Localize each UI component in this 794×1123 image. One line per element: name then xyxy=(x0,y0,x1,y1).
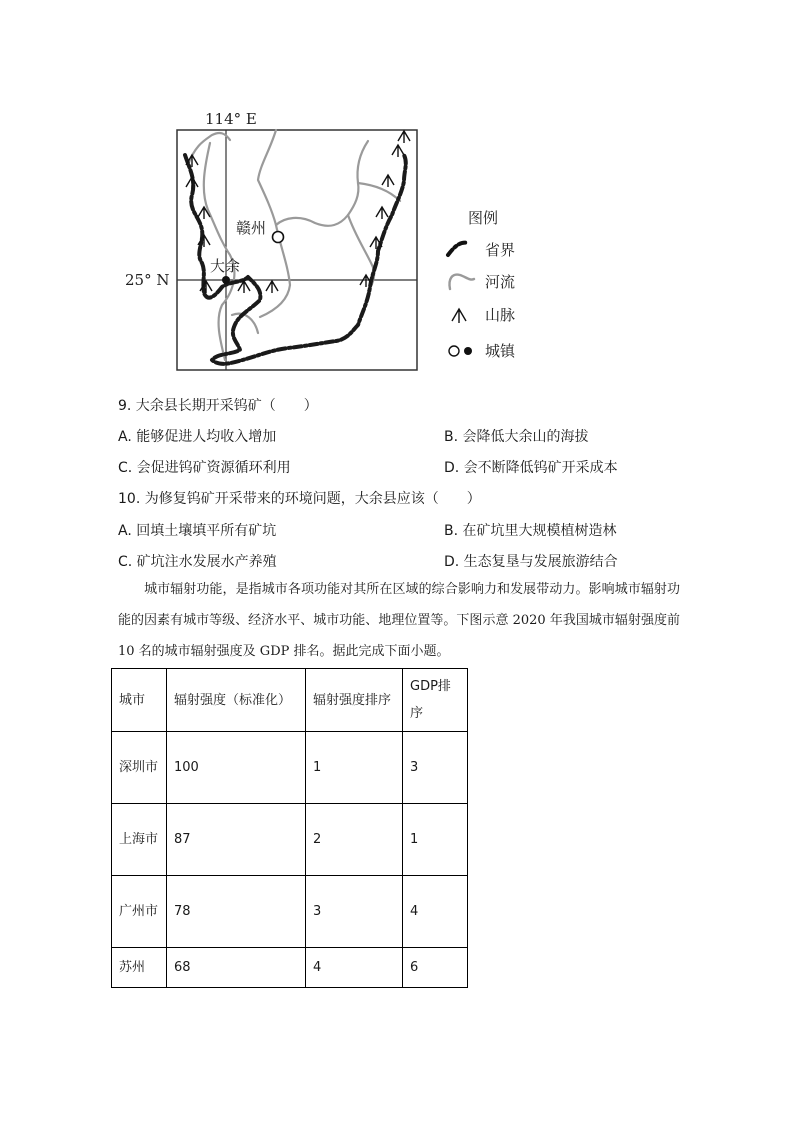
dayu-city-marker xyxy=(222,276,230,284)
table-header-row xyxy=(112,669,468,732)
legend-label-boundary: 省界 xyxy=(485,241,516,259)
province-boundary-icon xyxy=(448,243,468,255)
q9-stem: 9. 大余县长期开采钨矿（ ） xyxy=(118,398,318,414)
q10-option-c[interactable]: C. 矿坑注水发展水产养殖 xyxy=(118,554,277,570)
cell-city: 上海市 xyxy=(112,804,167,876)
legend-label-mountain: 山脉 xyxy=(485,306,516,324)
cell-intensity: 68 xyxy=(167,948,306,988)
header-radiation-intensity: 辐射强度（标准化） xyxy=(167,669,306,732)
header-gdp-rank: GDP排序 xyxy=(403,669,468,732)
q10-option-d[interactable]: D. 生态复垦与发展旅游结合 xyxy=(444,554,618,570)
q9-option-c[interactable]: C. 会促进钨矿资源循环利用 xyxy=(118,460,291,476)
header-radiation-rank: 辐射强度排序 xyxy=(306,669,403,732)
town-icon xyxy=(449,346,472,356)
legend-label-town: 城镇 xyxy=(485,342,516,360)
cell-intensity: 78 xyxy=(167,876,306,948)
cell-radiation-rank: 2 xyxy=(306,804,403,876)
header-city: 城市 xyxy=(112,669,167,732)
q9-option-b[interactable]: B. 会降低大余山的海拔 xyxy=(444,429,589,445)
q10-option-b[interactable]: B. 在矿坑里大规模植树造林 xyxy=(444,523,617,539)
passage-text xyxy=(118,574,680,667)
map-legend xyxy=(448,209,516,360)
cell-intensity: 87 xyxy=(167,804,306,876)
q10-option-a[interactable]: A. 回填土壤填平所有矿坑 xyxy=(118,523,277,539)
q10-stem: 10. 为修复钨矿开采带来的环境问题，大余县应该（ ） xyxy=(118,491,481,507)
q9-option-d[interactable]: D. 会不断降低钨矿开采成本 xyxy=(444,460,618,476)
cell-gdp-rank: 4 xyxy=(403,876,468,948)
legend-label-river: 河流 xyxy=(485,273,516,291)
lat-label: 25° N xyxy=(125,271,170,289)
dayu-label: 大余 xyxy=(210,257,241,275)
rivers xyxy=(188,130,400,360)
table-row xyxy=(112,804,468,876)
cell-gdp-rank: 3 xyxy=(403,732,468,804)
q9-option-a[interactable]: A. 能够促进人均收入增加 xyxy=(118,429,277,445)
legend-title: 图例 xyxy=(468,209,499,227)
table-row xyxy=(112,732,468,804)
ganzhou-city-marker xyxy=(273,232,284,243)
cell-city: 广州市 xyxy=(112,876,167,948)
cell-radiation-rank: 3 xyxy=(306,876,403,948)
lon-label: 114° E xyxy=(205,110,257,128)
cell-gdp-rank: 6 xyxy=(403,948,468,988)
passage-body: 城市辐射功能，是指城市各项功能对其所在区域的综合影响力和发展带动力。影响城市辐射功能的因素有城市等级、经济水平、城市功能、地理位置等。下图示意 2020 年我国城市辐射强度前 10 名的城市辐射强度及 GDP 排名。据此完成下面小题。 xyxy=(118,582,680,659)
table-row xyxy=(112,948,468,988)
cell-radiation-rank: 4 xyxy=(306,948,403,988)
table-row xyxy=(112,876,468,948)
city-radiation-table xyxy=(111,668,468,988)
cell-intensity: 100 xyxy=(167,732,306,804)
location-map xyxy=(125,105,530,375)
cell-gdp-rank: 1 xyxy=(403,804,468,876)
ganzhou-label: 赣州 xyxy=(236,219,267,237)
cell-city: 苏州 xyxy=(112,948,167,988)
map-frame xyxy=(177,130,417,370)
cell-radiation-rank: 1 xyxy=(306,732,403,804)
cell-city: 深圳市 xyxy=(112,732,167,804)
mountain-icon xyxy=(452,309,466,323)
river-icon xyxy=(449,275,474,289)
